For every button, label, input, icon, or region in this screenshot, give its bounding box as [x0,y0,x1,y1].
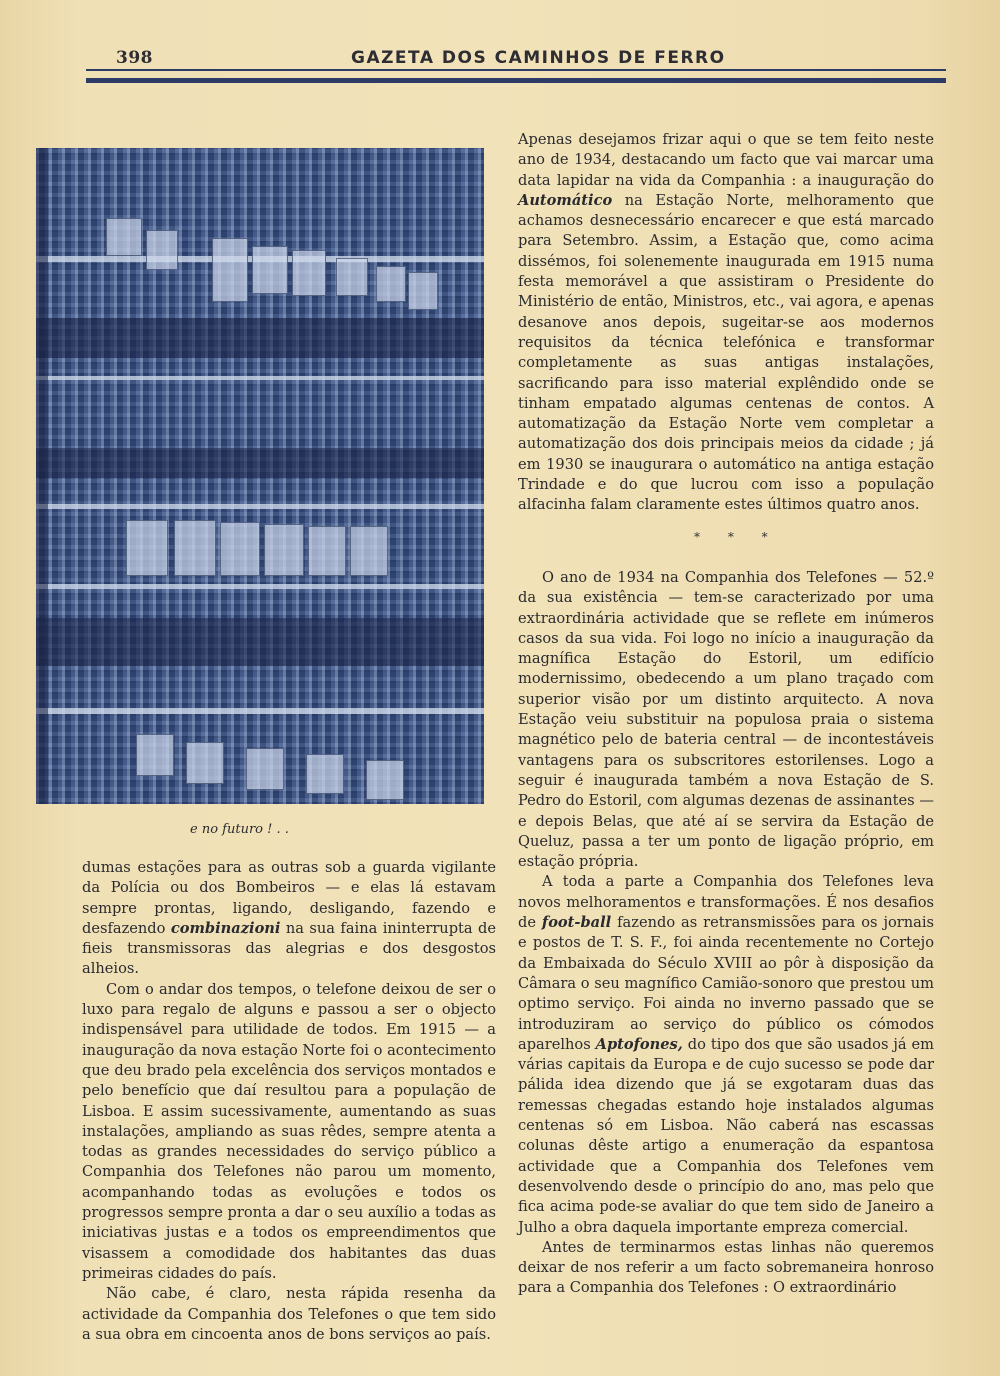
left-paragraph-2: Com o andar dos tempos, o telefone deixou de ser o luxo para regalo de alguns e passou a ser o objecto indispensável para utilidade de todos. Em 1915 — a inauguração da nova estação Norte foi o acontecimento que deu brado pela excelência dos serviços montados e pelo benefício que daí resultou para a população de Lisboa. E assim sucessivamente, aumentando as suas instalações, ampliando as suas rêdes, sempre atenta a todas as grandes necessidades do serviço público a Companhia dos Telefones não parou um momento, acompanhando todas as evoluções e todos os progressos sempre pronta a dar o seu auxílio a todas as iniciativas justas e a todos os empreendimentos que visassem a comodidade dos habitantes das duas primeiras cidades do país. [82,980,496,1282]
header-rule-thick [86,78,946,83]
right-column-top [518,130,934,516]
section-separator: * * * [694,530,780,544]
automatico-emphasis: Automático [518,191,613,209]
foot-ball-emphasis: foot-ball [541,914,612,932]
telephone-exchange-photo [36,148,484,804]
right-column-bottom [518,568,934,1299]
left-paragraph-1: dumas estações para as outras sob a guarda vigilante da Polícia ou dos Bombeiros — e elas lá estavam sempre prontas, ligando, desligando, fazendo e desfazendo combinazioni na sua faina ininterrupta de fieis transmissoras das alegrias e dos desgostos alheios. [82,859,497,978]
journal-title: GAZETA DOS CAMINHOS DE FERRO [351,48,726,68]
photo-caption: e no futuro ! . . [190,822,289,837]
right-paragraph-3: A toda a parte a Companhia dos Telefones leva novos melhoramentos e transformações. É nos desafios de foot-ball fazendo as retransmissões para os jornais e postos de T. S. F., foi ainda recentemente no Cortejo da Embaixada do Século XVIII ao pôr à disposição da Câmara o seu magnífico Camião-sonoro que prestou um optimo serviço. Foi ainda no inverno passado que se introduziram ao serviço do público os cómodos aparelhos Aptofones, do tipo dos que são usados já em várias capitais da Europa e de cujo sucesso se pode dar pálida idea dizendo que já se exgotaram duas das remessas chegadas estando hoje instalados algumas centenas só em Lisboa. Não caberá nas escassas colunas dêste artigo a enumeração da espantosa actividade que a Companhia dos Telefones vem desenvolvendo desde o princípio do ano, mas pelo que fica acima pode-se avaliar do que tem sido de Janeiro a Julho a obra daquela importante empreza comercial. [518,873,934,1236]
left-column [82,858,496,1345]
page-number: 398 [116,48,153,68]
left-paragraph-3: Não cabe, é claro, nesta rápida resenha da actividade da Companhia dos Telefones o que tem sido a sua obra em cincoenta anos de bons serviços ao país. [82,1285,496,1343]
right-paragraph-1: Apenas desejamos frizar aqui o que se tem feito neste ano de 1934, destacando um facto que vai marcar uma data lapidar na vida da Companhia : a inauguração do Automático na Estação Norte, melhoramento que achamos desnecessário encarecer e que está marcado para Setembro. Assim, a Estação que, como acima dissémos, foi solenemente inaugurada em 1915 numa festa memorável a que assistiram o Presidente do Ministério de então, Ministros, etc., vai agora, e apenas desanove anos depois, sugeitar-se aos modernos requisitos da técnica telefónica e transformar completamente as suas antigas instalações, sacrificando para isso material explêndido onde se tinham empatado algumas centenas de contos. A automatização da Estação Norte vem completar a automatização dos dois principais meios da cidade ; já em 1930 se inaugurara o automático na antiga estação Trindade e do que lucrou com isso a população alfacinha falam claramente estes últimos quatro anos. [518,131,934,514]
page-header [86,44,946,88]
combinazioni-emphasis: combinazioni [170,919,281,937]
header-rule-thin [86,69,946,71]
right-paragraph-4: Antes de terminarmos estas linhas não queremos deixar de nos referir a um facto sobremaneira honroso para a Companhia dos Telefones : O extraordinário [518,1238,934,1297]
right-paragraph-2: O ano de 1934 na Companhia dos Telefones — 52.º da sua existência — tem-se caracterizado por uma extraordinária actividade que se reflete em inúmeros casos da sua vida. Foi logo no início a inauguração da magnífica Estação do Estoril, um edifício modernissimo, obedecendo a um plano traçado com superior visão por um distinto arquitecto. A nova Estação veiu substituir na populosa praia o sistema magnético pelo de bateria central — de incontestáveis vantagens para os subscritores estorilenses. Logo a seguir é inaugurada também a nova Estação de S. Pedro do Estoril, com algumas dezenas de assinantes — e depois Belas, que até aí se servira da Estação de Queluz, passa a ter um ponto de ligação próprio, em estação própria. [518,569,934,871]
aptofones-emphasis: Aptofones, [595,1035,683,1053]
